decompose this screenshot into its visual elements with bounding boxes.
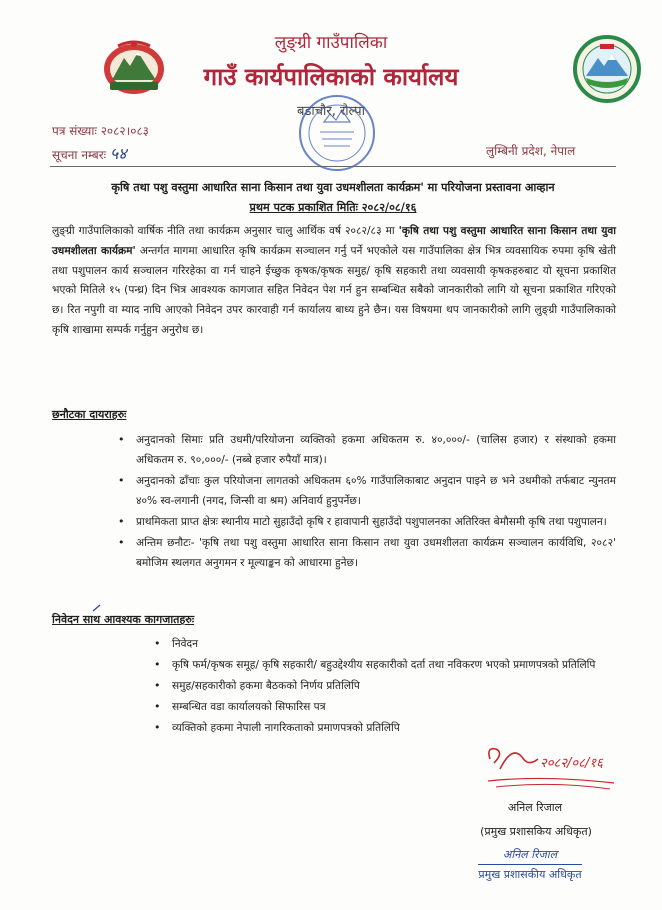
bullet-icon: • <box>154 721 161 734</box>
suchana-number-row <box>52 142 127 164</box>
list-item <box>152 718 616 738</box>
stamp-role: प्रमुख प्रशासकीय अधिकृत <box>478 864 582 884</box>
required-documents-heading: निवेदन साथ आवश्यक कागजातहरुः <box>52 613 195 626</box>
body-details: अन्तर्गत मागमा आधारित कृषि कार्यक्रम सञ्चालन गर्नु पर्ने भएकोले यस गाउँपालिका क्षेत्र भित्र व्यवसायिक रुपमा कृषि खेती तथा पशुपालन कार्य सञ्चालन गरिरहेका वा गर्न चाहने ईच्छुक कृषक/कृषक समुह/ कृषि सहकारी तथा व्यवसायी कृषकहरुबाट यो सूचना प्रकाशित भएको मितिले १५ (पन्ध्र) दिन भित्र आवश्यक कागजात सहित निवेदन पेश गर्न हुन सम्बन्धित सबैको जानकारीको लागि यो सूचना प्रकाशित गरिएको छ। रित नपुगी वा म्याद नाघि आएको निवेदन उपर कारवाही गर्न कार्यालय बाध्य हुने छैन। यस विषयमा थप जानकारीको लागि लुङ्ग्री गाउँपालिकाको कृषि शाखामा सम्पर्क गर्नुहुन अनुरोध छ। <box>52 244 616 336</box>
list-item-text: सम्बन्धित वडा कार्यालयको सिफारिस पत्र <box>172 701 326 713</box>
body-program-name: 'कृषि तथा पशु वस्तुमा आधारित साना किसान तथा युवा उधमशीलता कार्यक्रम' <box>52 225 616 257</box>
list-item-text: अनुदानको ढाँचाः कुल परियोजना लागतको अधिकतम ६०% गाउँपालिकाबाट अनुदान पाइने छ भने उधमीको तर्फबाट न्युनतम ४०% स्व-लगानी (नगद, जिन्सी वा श्रम) अनिवार्य हुनुपर्नेछ। <box>136 475 616 507</box>
office-address: बडाचौर, रोल्पा <box>297 104 365 119</box>
list-item-text: व्यक्तिको हकमा नेपाली नागरिकताको प्रमाणपत्रको प्रतिलिपि <box>172 722 400 734</box>
selection-criteria-list <box>116 430 616 574</box>
suchana-number-value: ५४ <box>109 144 127 163</box>
office-stamp <box>296 92 378 174</box>
list-item-text: समुह/सहकारीको हकमा बैठकको निर्णय प्रतिलिपि <box>172 680 360 692</box>
signatory-designation: (प्रमुख प्रशासकिय अधिकृत) <box>480 825 592 838</box>
list-item <box>116 471 616 511</box>
notice-body <box>52 222 616 341</box>
stamp-name: अनिल रिजाल <box>502 848 558 861</box>
municipality-logo <box>572 34 642 104</box>
bullet-icon: • <box>118 474 125 487</box>
list-item <box>152 634 616 654</box>
publication-date <box>50 200 616 215</box>
bullet-icon: • <box>118 515 125 528</box>
name-stamp <box>470 846 590 884</box>
list-item <box>116 430 616 470</box>
signatory-name: अनिल रिजाल <box>507 801 563 814</box>
required-documents-list <box>152 634 616 739</box>
header-divider <box>50 166 616 167</box>
list-item <box>152 697 616 717</box>
selection-criteria-heading: छनौटका दायराहरुः <box>52 408 127 421</box>
list-item-text: अनुदानको सिमाः प्रति उधमी/परियोजना व्यक्तिको हकमा अधिकतम रु. ४०,०००/- (चालिस हजार) र संस्थाको हकमा अधिकतम रु. ९०,०००/- (नब्बे हजार रुपैयाँ मात्र)। <box>136 434 616 466</box>
list-item <box>152 655 616 675</box>
list-item <box>116 512 616 532</box>
bullet-icon: • <box>154 658 161 671</box>
bullet-icon: • <box>118 433 125 446</box>
list-item <box>152 676 616 696</box>
bullet-icon: • <box>154 679 161 692</box>
svg-text:२०८२/०८/१६: २०८२/०८/१६ <box>540 756 603 771</box>
office-title: गाउँ कार्यपालिकाको कार्यालय <box>203 63 459 91</box>
bullet-icon: • <box>154 637 161 650</box>
list-item <box>116 533 616 573</box>
list-item-text: कृषि फर्म/कृषक समूह/ कृषि सहकारी/ बहुउद्देश्यीय सहकारीको दर्ता तथा नविकरण भएको प्रमाणपत्रको प्रतिलिपि <box>172 659 596 671</box>
notice-subject: कृषि तथा पशु वस्तुमा आधारित साना किसान तथा युवा उधमशीलता कार्यक्रम' मा परियोजना प्रस्तावना आव्हान <box>111 181 555 194</box>
province-label: लुम्बिनी प्रदेश, नेपाल <box>486 144 576 158</box>
publication-date-text: प्रथम पटक प्रकाशित मितिः २०८२/०८/१६ <box>249 201 417 214</box>
list-item-text: निवेदन <box>172 638 199 650</box>
list-item-text: अन्तिम छनौटः- 'कृषि तथा पशु वस्तुमा आधारित साना किसान तथा युवा उधमशीलता कार्यक्रम सञ्चालन कार्यविधि, २०८२' बमोजिम स्थलगत अनुगमन र मूल्याङ्कन को आधारमा हुनेछ। <box>136 537 616 569</box>
patra-sankhya: पत्र संख्याः २०८२।०८३ <box>52 124 149 138</box>
suchana-number-label: सूचना नम्बरः <box>52 148 107 162</box>
bullet-icon: • <box>154 700 161 713</box>
handwritten-signature <box>482 739 622 791</box>
list-item-text: प्राथमिकता प्राप्त क्षेत्रः स्थानीय माटो सुहाउँदो कृषि र हावापानी सुहाउँदो पशुपालनका अतिरिक्त बेमौसमी कृषि तथा पशुपालन। <box>136 516 607 528</box>
bullet-icon: • <box>118 536 125 549</box>
body-intro: लुङ्ग्री गाउँपालिकाको वार्षिक नीति तथा कार्यक्रम अनुसार चालु आर्थिक वर्ष २०८२/८३ मा <box>52 225 399 237</box>
municipality-name: लुङ्ग्री गाउँपालिका <box>274 33 388 53</box>
